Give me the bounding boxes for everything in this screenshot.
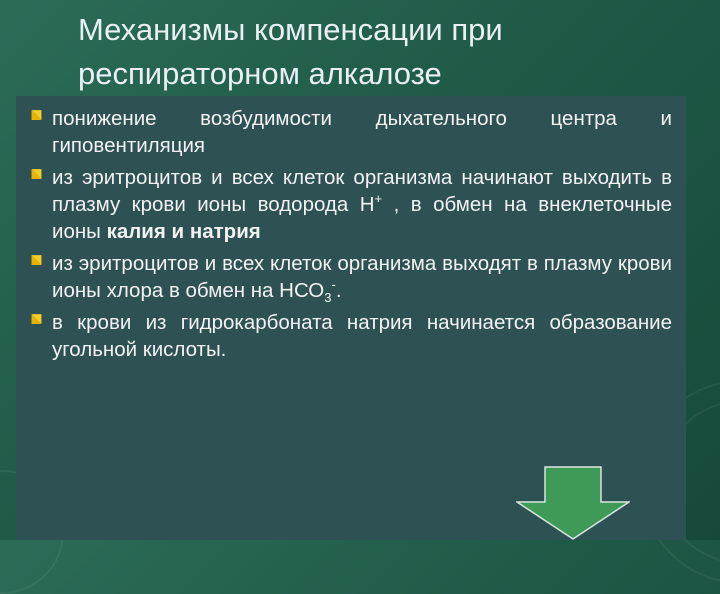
bullet-item-4: [24, 309, 672, 363]
bullet-item-3: [24, 250, 672, 304]
subscript: 3: [324, 290, 332, 306]
superscript: +: [374, 191, 383, 207]
bullet-text: из эритроцитов и всех клеток организма начинают выходить в плазму крови ионы водорода Н: [52, 166, 672, 216]
title-line-1: Механизмы компенсации при: [78, 12, 503, 47]
yellow-diamond-bullet-icon: [27, 314, 42, 329]
slide-title: [78, 8, 678, 96]
superscript: -: [331, 277, 336, 293]
bullet-item-1: [24, 105, 672, 159]
bullet-text: понижение возбудимости дыхательного центра и гиповентиляция: [52, 107, 672, 157]
title-line-2: респираторном алкалозе: [78, 56, 442, 91]
bullet-item-2: [24, 164, 672, 245]
yellow-diamond-bullet-icon: [27, 110, 42, 125]
yellow-diamond-bullet-icon: [27, 255, 42, 270]
bullet-list: [24, 105, 672, 368]
bold-text: калия и натрия: [106, 220, 261, 243]
bullet-text: из эритроцитов и всех клеток организма выходят в плазму крови ионы хлора в обмен на НСО: [52, 252, 672, 302]
bullet-text: в крови из гидрокарбоната натрия начинается образование угольной кислоты.: [52, 311, 672, 361]
bullet-text: , в обмен на внеклеточные ионы: [52, 193, 672, 243]
down-arrow-icon: [516, 466, 630, 540]
yellow-diamond-bullet-icon: [27, 169, 42, 184]
bullet-text: .: [335, 279, 342, 302]
